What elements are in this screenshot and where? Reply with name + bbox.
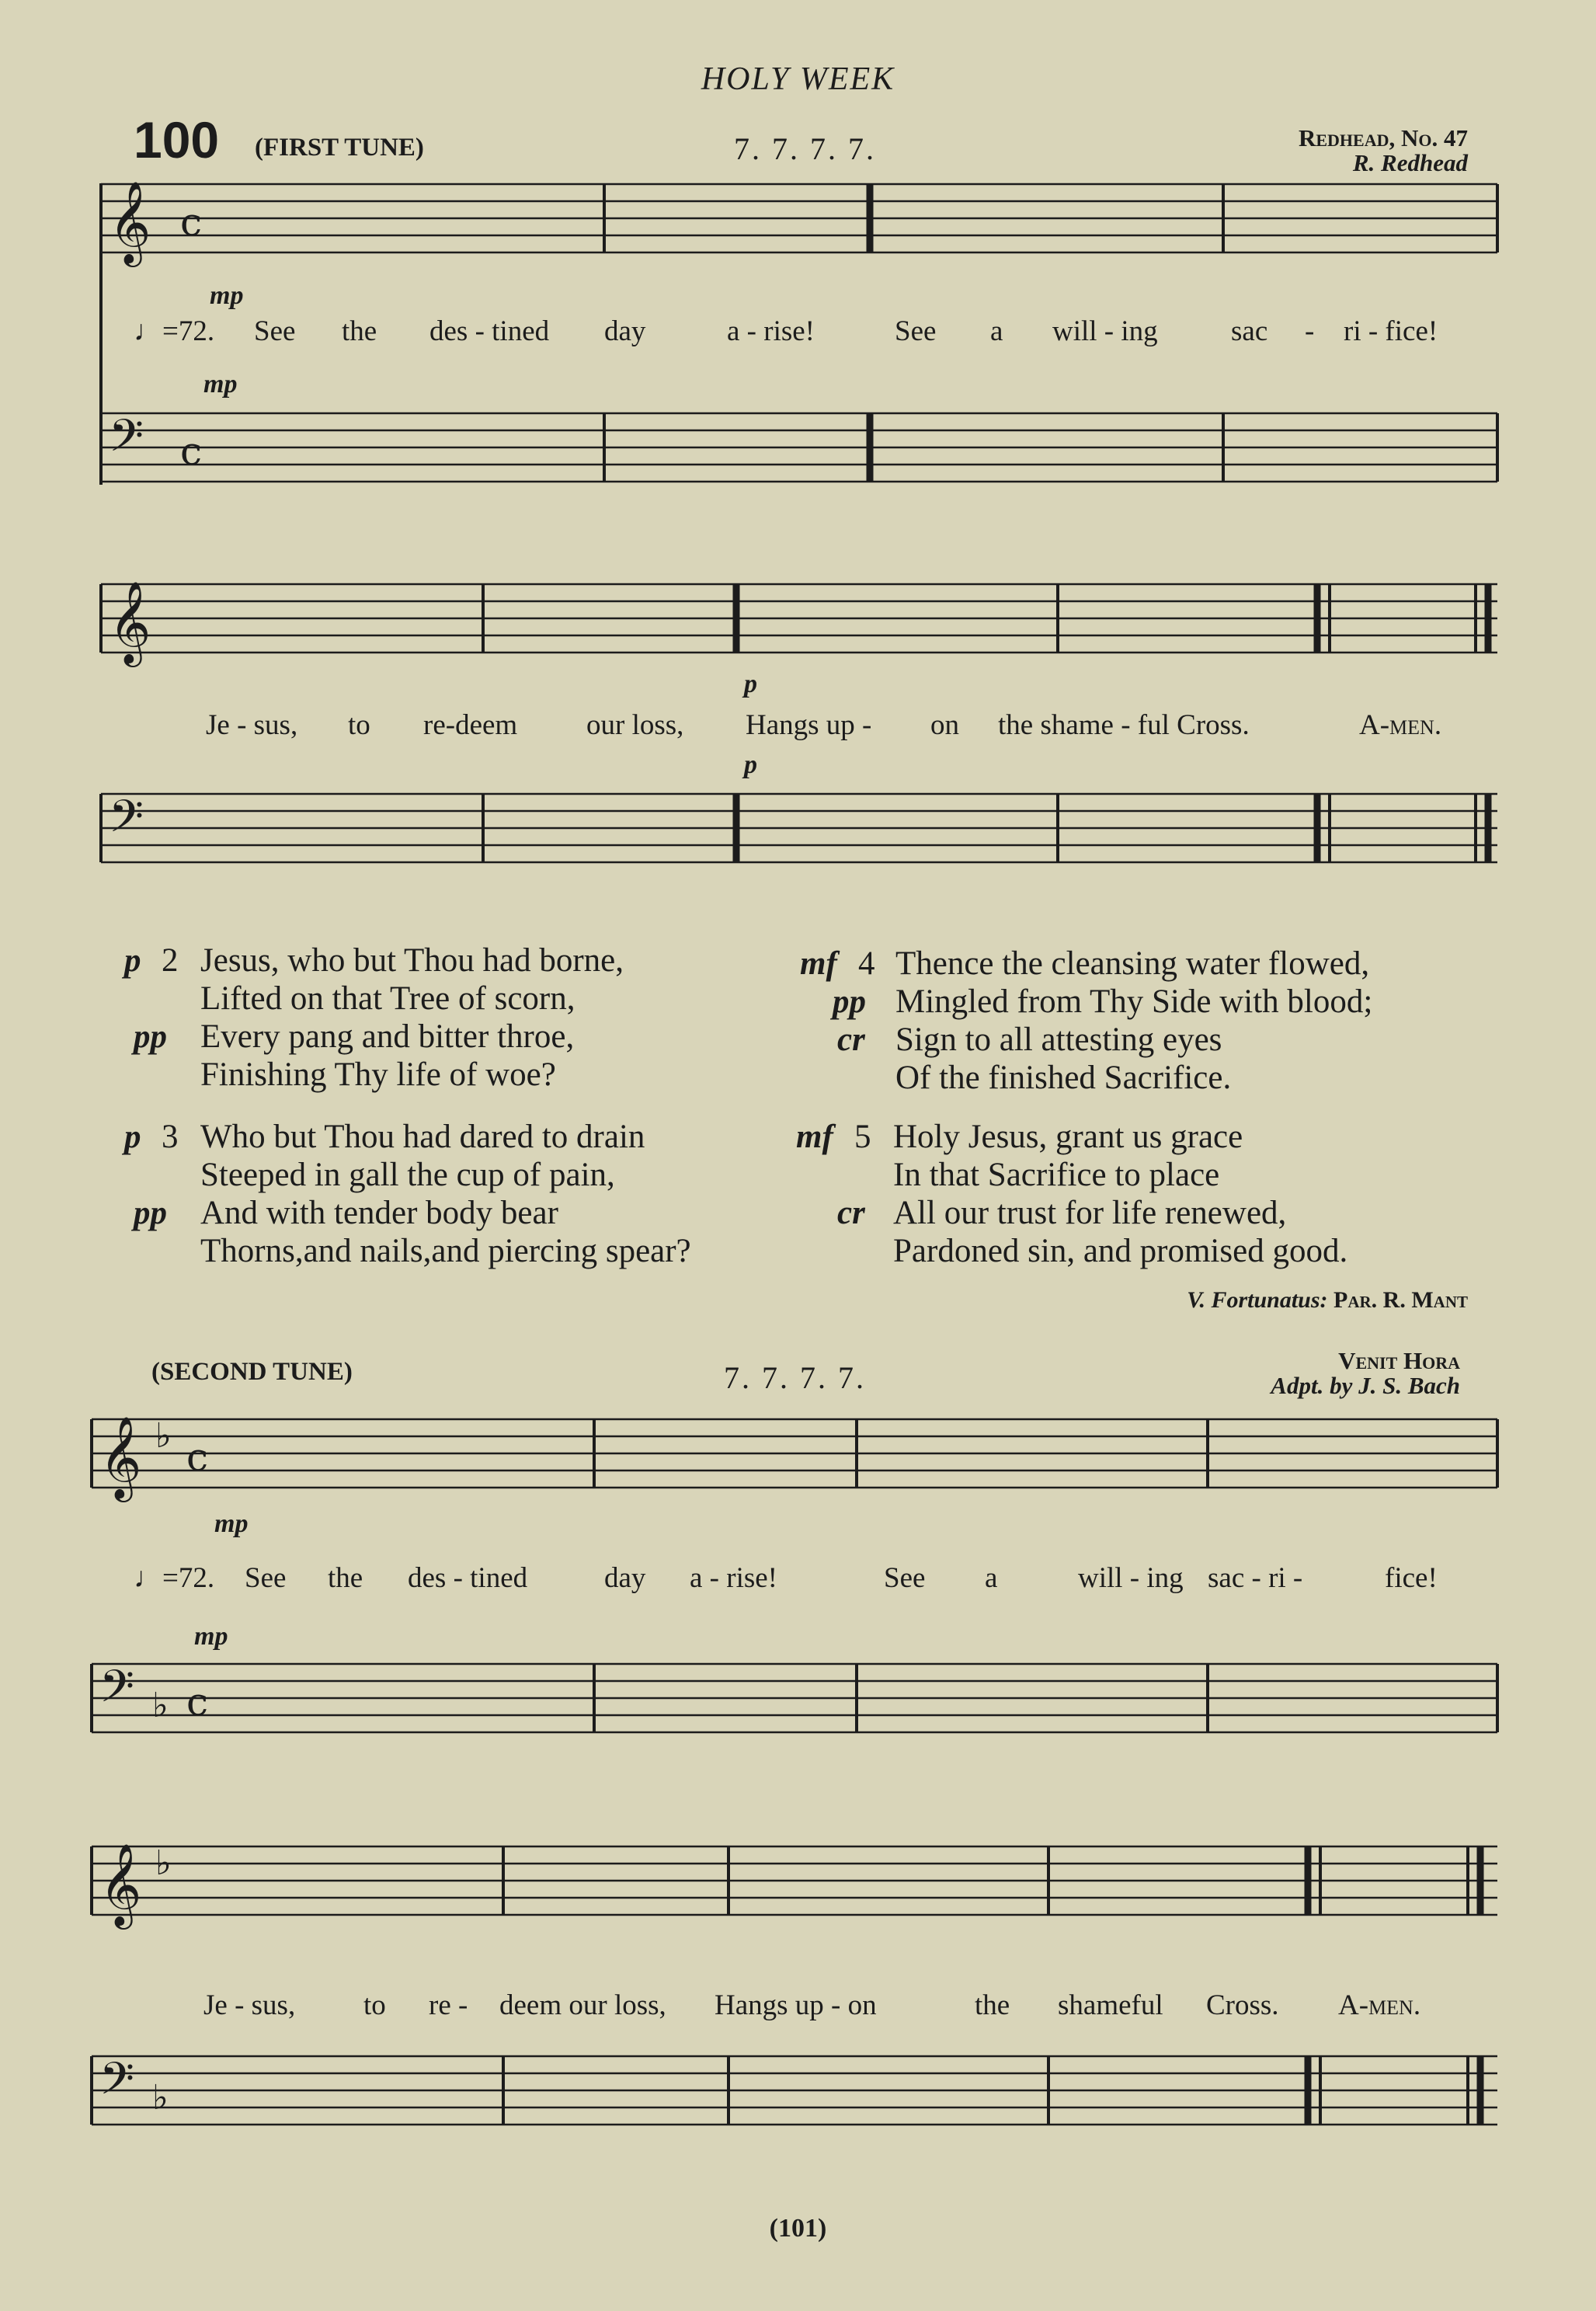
verse-line: Holy Jesus, grant us grace [893, 1119, 1243, 1155]
verse-dynamic: p [124, 1119, 141, 1155]
treble-clef-icon: 𝄞 [109, 180, 151, 263]
lyric: fice! [1385, 1562, 1438, 1594]
lyric: on [930, 709, 959, 741]
lyric: will - ing [1078, 1562, 1184, 1594]
lyric: See [245, 1562, 287, 1594]
lyric: the [342, 315, 377, 347]
verse-number: 3 [162, 1119, 179, 1155]
quarter-note-icon: ♩ [134, 1562, 162, 1594]
lyric: sac [1231, 315, 1268, 347]
tune-name-redhead: Redhead, No. 47 [1298, 124, 1468, 151]
quarter-note-icon: ♩ [134, 315, 162, 347]
hymn-number: 100 [134, 111, 220, 169]
verses [0, 941, 1596, 1299]
system1-treble-lines [101, 184, 1497, 252]
lyric: des - tined [408, 1562, 528, 1594]
verse-line: Finishing Thy life of woe? [200, 1056, 556, 1093]
verse-line: Sign to all attesting eyes [895, 1022, 1222, 1058]
system2-treble-staff [0, 575, 1596, 699]
verse-number: 5 [854, 1119, 871, 1155]
lyric: See [884, 1562, 926, 1594]
verse-dynamic: cr [837, 1195, 865, 1231]
lyric: the [328, 1562, 363, 1594]
running-head: HOLY WEEK [701, 61, 895, 97]
verse-line: Thence the cleansing water flowed, [895, 945, 1370, 982]
lyric: our loss, [586, 709, 684, 741]
tempo-marking: ♩=72. [134, 315, 215, 347]
attribution-paraphrase: Par. R. Mant [1333, 1287, 1468, 1313]
verse-line: Thorns,and nails,and piercing spear? [200, 1233, 691, 1269]
bass-clef-icon: 𝄢 [109, 409, 144, 473]
lyric: a [985, 1562, 998, 1594]
dynamic-p-upper: p [744, 670, 757, 698]
common-time-icon: c [180, 200, 203, 245]
verse-line: All our trust for life renewed, [893, 1195, 1287, 1231]
lyric: a - rise! [690, 1562, 777, 1594]
lyric: shameful [1058, 1989, 1163, 2021]
first-tune-label: (FIRST TUNE) [255, 134, 424, 162]
bass-clef-icon: 𝄢 [99, 2052, 135, 2116]
lyric: sac - ri - [1208, 1562, 1303, 1594]
lyric: the [975, 1989, 1010, 2021]
verse-dynamic: mf [800, 945, 837, 982]
verse-line: Mingled from Thy Side with blood; [895, 983, 1373, 1020]
bass-clef-icon: 𝄢 [109, 790, 144, 854]
lyric: a - rise! [727, 315, 815, 347]
lyric: Hangs up - on [715, 1989, 877, 2021]
system2-bass-staff [0, 785, 1596, 924]
dynamic-mp-lower: mp [203, 370, 238, 399]
flat-icon: ♭ [152, 2078, 169, 2118]
common-time-icon: c [186, 1679, 209, 1725]
verse-dynamic: pp [134, 1018, 167, 1055]
second-tune-name [1072, 1349, 1460, 1398]
system3-bass-staff [0, 1655, 1596, 1794]
verse-line: Who but Thou had dared to drain [200, 1119, 645, 1155]
system1-bass-staff [0, 404, 1596, 559]
dynamic-p-lower: p [744, 750, 757, 779]
verse-line: Pardoned sin, and promised good. [893, 1233, 1348, 1269]
verse-line: Every pang and bitter throe, [200, 1018, 575, 1055]
lyric: - [1305, 315, 1315, 347]
common-time-icon: c [186, 1435, 209, 1480]
bass-clef-icon: 𝄢 [99, 1660, 135, 1724]
verse-dynamic: mf [796, 1119, 833, 1155]
verse-dynamic: pp [134, 1195, 167, 1231]
verse-line: Jesus, who but Thou had borne, [200, 942, 624, 979]
lyric: a [990, 315, 1003, 347]
verse-line: Steeped in gall the cup of pain, [200, 1157, 615, 1193]
attribution [932, 1287, 1468, 1314]
composer-redhead: R. Redhead [1352, 149, 1468, 176]
lyric: day [604, 315, 646, 347]
lyric: ri - fice! [1344, 315, 1438, 347]
flat-icon: ♭ [155, 1843, 172, 1883]
verse-line: And with tender body bear [200, 1195, 558, 1231]
lyric: Je - sus, [203, 1989, 296, 2021]
treble-clef-icon: 𝄞 [109, 580, 151, 663]
dynamic-mp-lower: mp [194, 1622, 228, 1651]
attribution-author: V. Fortunatus: [1187, 1287, 1328, 1313]
arranger-bach: Adpt. by J. S. Bach [1271, 1372, 1460, 1399]
first-tune-meter: 7. 7. 7. 7. [734, 131, 876, 166]
lyric: will - ing [1052, 315, 1158, 347]
lyric: to [363, 1989, 386, 2021]
tune-name-venit-hora: Venit Hora [1338, 1347, 1460, 1374]
lyric: day [604, 1562, 646, 1594]
dynamic-mp-upper: mp [210, 281, 244, 310]
treble-clef-icon: 𝄞 [99, 1843, 142, 1926]
verse-dynamic: pp [833, 983, 866, 1020]
verse-number: 4 [858, 945, 875, 982]
lyric: des - tined [429, 315, 550, 347]
lyric-amen: A-men. [1359, 709, 1442, 741]
lyric: to [348, 709, 370, 741]
system4-bass-staff [0, 2047, 1596, 2187]
flat-icon: ♭ [155, 1416, 172, 1456]
dynamic-mp-upper: mp [214, 1509, 249, 1538]
lyric: Cross. [1206, 1989, 1279, 2021]
lyric: See [895, 315, 937, 347]
verse-line: In that Sacrifice to place [893, 1157, 1220, 1193]
treble-clef-icon: 𝄞 [99, 1415, 142, 1498]
lyric: deem our loss, [499, 1989, 666, 2021]
lyric: See [254, 315, 296, 347]
verse-number: 2 [162, 942, 179, 979]
lyric: the shame - ful Cross. [998, 709, 1250, 741]
flat-icon: ♭ [152, 1686, 169, 1725]
verse-dynamic: cr [837, 1022, 865, 1058]
lyric: Je - sus, [206, 709, 298, 741]
common-time-icon: c [180, 429, 203, 474]
first-tune-name [1087, 126, 1468, 176]
tempo-marking: ♩=72. [134, 1562, 215, 1594]
lyric: Hangs up - [746, 709, 872, 741]
system4-treble-staff [0, 1837, 1596, 1961]
lyric: re-deem [423, 709, 518, 741]
lyric: re - [429, 1989, 468, 2021]
system1-brace [95, 179, 110, 489]
verse-line: Of the finished Sacrifice. [895, 1060, 1232, 1096]
second-tune-label: (SECOND TUNE) [151, 1358, 353, 1386]
second-tune-meter: 7. 7. 7. 7. [724, 1360, 866, 1395]
verse-dynamic: p [124, 942, 141, 979]
verse-line: Lifted on that Tree of scorn, [200, 980, 575, 1017]
lyric-amen: A-men. [1338, 1989, 1421, 2021]
page-number: (101) [769, 2214, 827, 2243]
